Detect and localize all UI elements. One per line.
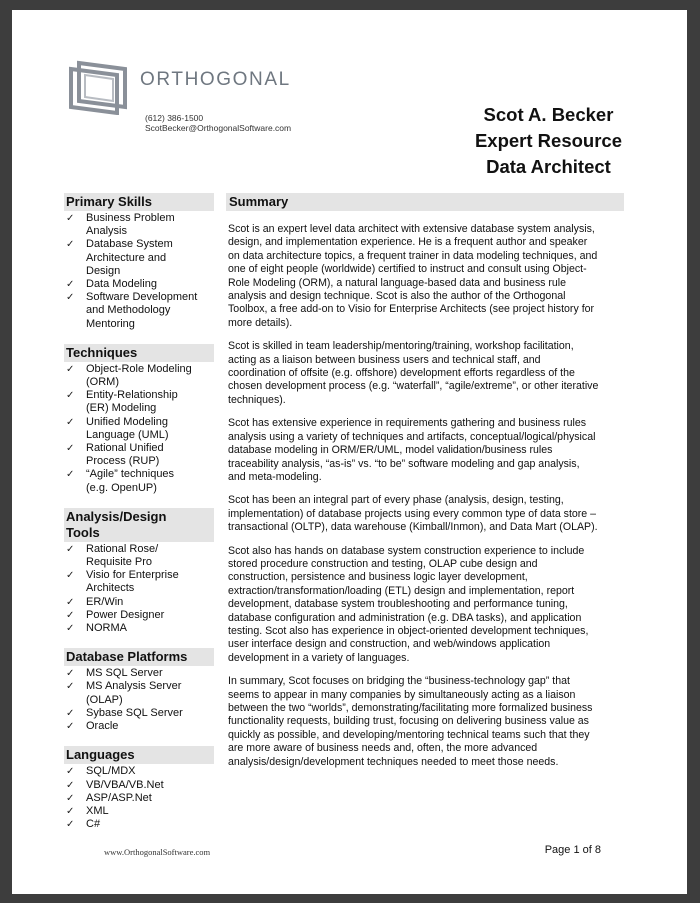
skill-list-item	[64, 720, 214, 733]
summary-line: testing. Scot also has experience in object-oriented development techniques,	[228, 624, 589, 637]
summary-line: more details).	[228, 316, 293, 329]
sidebar-skill-list	[64, 667, 214, 733]
skill-list-item	[64, 278, 214, 291]
skill-item-text: Object-Role Modeling	[86, 362, 192, 375]
skill-item-text: VB/VBA/VB.Net	[86, 778, 164, 791]
summary-paragraph	[226, 675, 624, 769]
section-spacer	[64, 331, 214, 344]
summary-line: seems to appear in many companies by simultaneously acting as a liaison	[228, 688, 576, 701]
summary-line: implementation) of database projects using every common type of data store –	[228, 507, 597, 520]
skill-list-item	[64, 622, 214, 635]
skill-item-text: NORMA	[86, 622, 127, 635]
skill-list-item	[64, 818, 214, 831]
skill-list-item	[64, 468, 214, 494]
sidebar-heading-line: Tools	[66, 524, 100, 540]
skill-list-item	[64, 291, 214, 331]
skill-item-text: Rational Unified	[86, 442, 164, 455]
skill-item-text: (e.g. OpenUP)	[86, 481, 157, 494]
checkmark-icon: ✓	[66, 668, 75, 680]
sidebar-section-heading: Database Platforms	[64, 648, 214, 666]
skill-item-text: (ER) Modeling	[86, 402, 157, 415]
summary-line: Scot also has hands on database system construction experience to include	[228, 544, 585, 557]
skill-list-item	[64, 609, 214, 622]
summary-paragraph	[226, 223, 624, 330]
skill-list-item	[64, 707, 214, 720]
summary-line: design, and implementation experience. He is a frequent author and speaker	[228, 236, 588, 249]
summary-paragraph	[226, 417, 624, 484]
summary-line: one of eight people (worldwide) certified to instruct and consult using Object-	[228, 263, 587, 276]
skill-list-item	[64, 805, 214, 818]
sidebar-skill-list	[64, 543, 214, 635]
summary-line: are more aware of business needs and, often, the more advanced	[228, 742, 538, 755]
summary-line: chosen development process (e.g. “waterfall”, “agile/extreme”, or other iterative	[228, 380, 599, 393]
checkmark-icon: ✓	[66, 416, 75, 428]
skill-item-text: Software Development	[86, 291, 198, 304]
summary-line: coordination of offsite (e.g. offshore) development efforts regardless of the	[228, 367, 575, 380]
summary-paragraph	[226, 494, 624, 534]
skill-item-text: “Agile” techniques	[86, 468, 175, 481]
summary-line: Scot is skilled in team leadership/mentoring/training, workshop facilitation,	[228, 340, 574, 353]
skill-item-text: Analysis	[86, 225, 127, 238]
skill-item-text: Unified Modeling	[86, 415, 168, 428]
summary-line: traceability analysis, “as-is” vs. “to be” software modeling and gap analysis,	[228, 457, 580, 470]
summary-line: techniques).	[228, 393, 286, 406]
skill-item-text: C#	[86, 818, 101, 831]
sidebar-section-heading: Languages	[64, 746, 214, 764]
skill-item-text: Requisite Pro	[86, 556, 153, 569]
checkmark-icon: ✓	[66, 681, 75, 693]
skill-list-item	[64, 667, 214, 680]
name-block	[475, 102, 622, 180]
skill-list-item	[64, 543, 214, 569]
contact-block	[145, 113, 291, 133]
skill-item-text: ASP/ASP.Net	[86, 791, 152, 804]
summary-line: Scot has been an integral part of every phase (analysis, design, testing,	[228, 494, 564, 507]
checkmark-icon: ✓	[66, 819, 75, 831]
checkmark-icon: ✓	[66, 766, 75, 778]
sidebar-section-heading	[64, 508, 214, 542]
summary-section	[226, 193, 624, 769]
summary-line: on data architecture topics, a frequent trainer in data modeling techniques, and	[228, 249, 598, 262]
contact-email[interactable]: ScotBecker@OrthogonalSoftware.com	[145, 123, 292, 133]
summary-paragraph	[226, 545, 624, 666]
sidebar-skill-list	[64, 212, 214, 331]
skill-list-item	[64, 238, 214, 278]
summary-line: analysis and design technique. Scot is also the author of the Orthogonal	[228, 290, 566, 303]
skill-item-text: Mentoring	[86, 317, 135, 330]
summary-paragraph	[226, 340, 624, 407]
summary-body	[226, 223, 624, 769]
skill-item-text: and Methodology	[86, 304, 171, 317]
checkmark-icon: ✓	[66, 792, 75, 804]
sidebar-skill-list	[64, 765, 214, 831]
checkmark-icon: ✓	[66, 596, 75, 608]
summary-line: quickly as possible, and developing/mentoring technical teams such that they	[228, 728, 590, 741]
job-title-line-2: Data Architect	[486, 156, 611, 177]
summary-line: development in a variety of languages.	[228, 651, 410, 664]
skill-item-text: Database System	[86, 238, 173, 251]
skills-sidebar	[64, 193, 214, 831]
checkmark-icon: ✓	[66, 707, 75, 719]
summary-line: analysis/design/development techniques needed to meet those needs.	[228, 755, 559, 768]
section-spacer	[64, 635, 214, 648]
skill-list-item	[64, 596, 214, 609]
skill-item-text: Design	[86, 264, 121, 277]
skill-list-item	[64, 442, 214, 468]
skill-item-text: Entity-Relationship	[86, 389, 178, 402]
summary-line: user interface design and construction, and web/windows application	[228, 638, 551, 651]
summary-line: database configuration and administration (e.g. DBA tasks), and application	[228, 611, 582, 624]
summary-line: construction, persistence and business logic layer development,	[228, 571, 528, 584]
summary-line: acting as a liaison between business users and technical staff, and	[228, 353, 541, 366]
checkmark-icon: ✓	[66, 543, 75, 555]
contact-phone: (612) 386-1500	[145, 113, 204, 123]
summary-line: extraction/transformation/loading (ETL) design and implementation, report	[228, 584, 575, 597]
resume-page	[12, 10, 687, 894]
sidebar-heading-line: Analysis/Design	[66, 508, 167, 524]
skill-item-text: Business Problem	[86, 212, 175, 224]
footer-page-number: Page 1 of 8	[544, 844, 601, 856]
checkmark-icon: ✓	[66, 623, 75, 635]
summary-line: analysis using a variety of techniques and artifacts, conceptual/logical/physical	[228, 430, 596, 443]
skill-item-text: MS SQL Server	[86, 667, 163, 680]
skill-item-text: Power Designer	[86, 608, 165, 621]
summary-line: stored procedure construction and testing, OLAP cube design and	[228, 557, 538, 570]
person-name: Scot A. Becker	[483, 104, 614, 125]
summary-line: In summary, Scot focuses on bridging the “business-technology gap” that	[228, 675, 570, 688]
checkmark-icon: ✓	[66, 363, 75, 375]
skill-item-text: MS Analysis Server	[86, 680, 182, 693]
skill-item-text: (OLAP)	[86, 693, 123, 706]
skill-item-text: Architecture and	[86, 251, 167, 264]
summary-line: between the two “worlds”, demonstrating/facilitating more formalized business	[228, 702, 593, 714]
summary-line: Role Modeling (ORM), a natural language-based data and business rule	[228, 276, 567, 289]
skill-list-item	[64, 363, 214, 389]
checkmark-icon: ✓	[66, 609, 75, 621]
skill-item-text: Sybase SQL Server	[86, 706, 183, 719]
summary-line: Scot has extensive experience in requirements gathering and business rules	[228, 417, 587, 430]
skill-item-text: ER/Win	[86, 595, 124, 608]
checkmark-icon: ✓	[66, 779, 75, 791]
checkmark-icon: ✓	[66, 213, 75, 224]
summary-line: functionality requests, building trust, focusing on delivering business value as	[228, 715, 589, 728]
section-spacer	[64, 733, 214, 746]
skill-item-text: Language (UML)	[86, 428, 169, 441]
sidebar-skill-list	[64, 363, 214, 495]
skill-item-text: Process (RUP)	[86, 455, 160, 468]
checkmark-icon: ✓	[66, 292, 75, 304]
skill-list-item	[64, 792, 214, 805]
skill-list-item	[64, 680, 214, 706]
summary-line: Scot is an expert level data architect with extensive database system analysis,	[228, 223, 595, 235]
summary-line: database modeling in ORM/ER/UML, model validation/business rules	[228, 444, 553, 457]
skill-list-item	[64, 389, 214, 415]
skill-item-text: Rational Rose/	[86, 542, 159, 555]
summary-heading: Summary	[226, 193, 624, 211]
summary-line: Toolbox, a free add-on to Visio for Enterprise Architects (see project history for	[228, 303, 595, 316]
skill-list-item	[64, 779, 214, 792]
checkmark-icon: ✓	[66, 239, 75, 251]
sidebar-section-heading: Techniques	[64, 344, 214, 362]
skill-item-text: Architects	[86, 582, 135, 595]
sidebar-section-heading: Primary Skills	[64, 193, 214, 211]
checkmark-icon: ✓	[66, 805, 75, 817]
skill-item-text: Visio for Enterprise	[86, 569, 179, 582]
section-spacer	[64, 495, 214, 508]
skill-list-item	[64, 569, 214, 595]
skill-list-item	[64, 765, 214, 778]
skill-item-text: (ORM)	[86, 376, 119, 389]
logo-text: ORTHOGONAL	[140, 69, 291, 90]
logo-frame-icon	[67, 55, 137, 115]
checkmark-icon: ✓	[66, 443, 75, 455]
skill-item-text: SQL/MDX	[86, 765, 136, 778]
job-title-line-1: Expert Resource	[474, 130, 622, 151]
checkmark-icon: ✓	[66, 279, 75, 291]
checkmark-icon: ✓	[66, 721, 75, 733]
checkmark-icon: ✓	[66, 570, 75, 582]
summary-line: transactional (OLTP), data warehouse (Kimball/Inmon), and Data Mart (OLAP).	[228, 521, 598, 534]
skill-list-item	[64, 212, 214, 238]
summary-line: development, database system troubleshooting and performance tuning,	[228, 598, 568, 611]
summary-line: and meta-modeling.	[228, 470, 322, 483]
checkmark-icon: ✓	[66, 390, 75, 402]
footer-website[interactable]: www.OrthogonalSoftware.com	[104, 847, 211, 857]
checkmark-icon: ✓	[66, 469, 75, 481]
skill-item-text: XML	[86, 804, 109, 817]
skill-item-text: Oracle	[86, 720, 119, 733]
skill-list-item	[64, 416, 214, 442]
skill-item-text: Data Modeling	[86, 278, 157, 291]
